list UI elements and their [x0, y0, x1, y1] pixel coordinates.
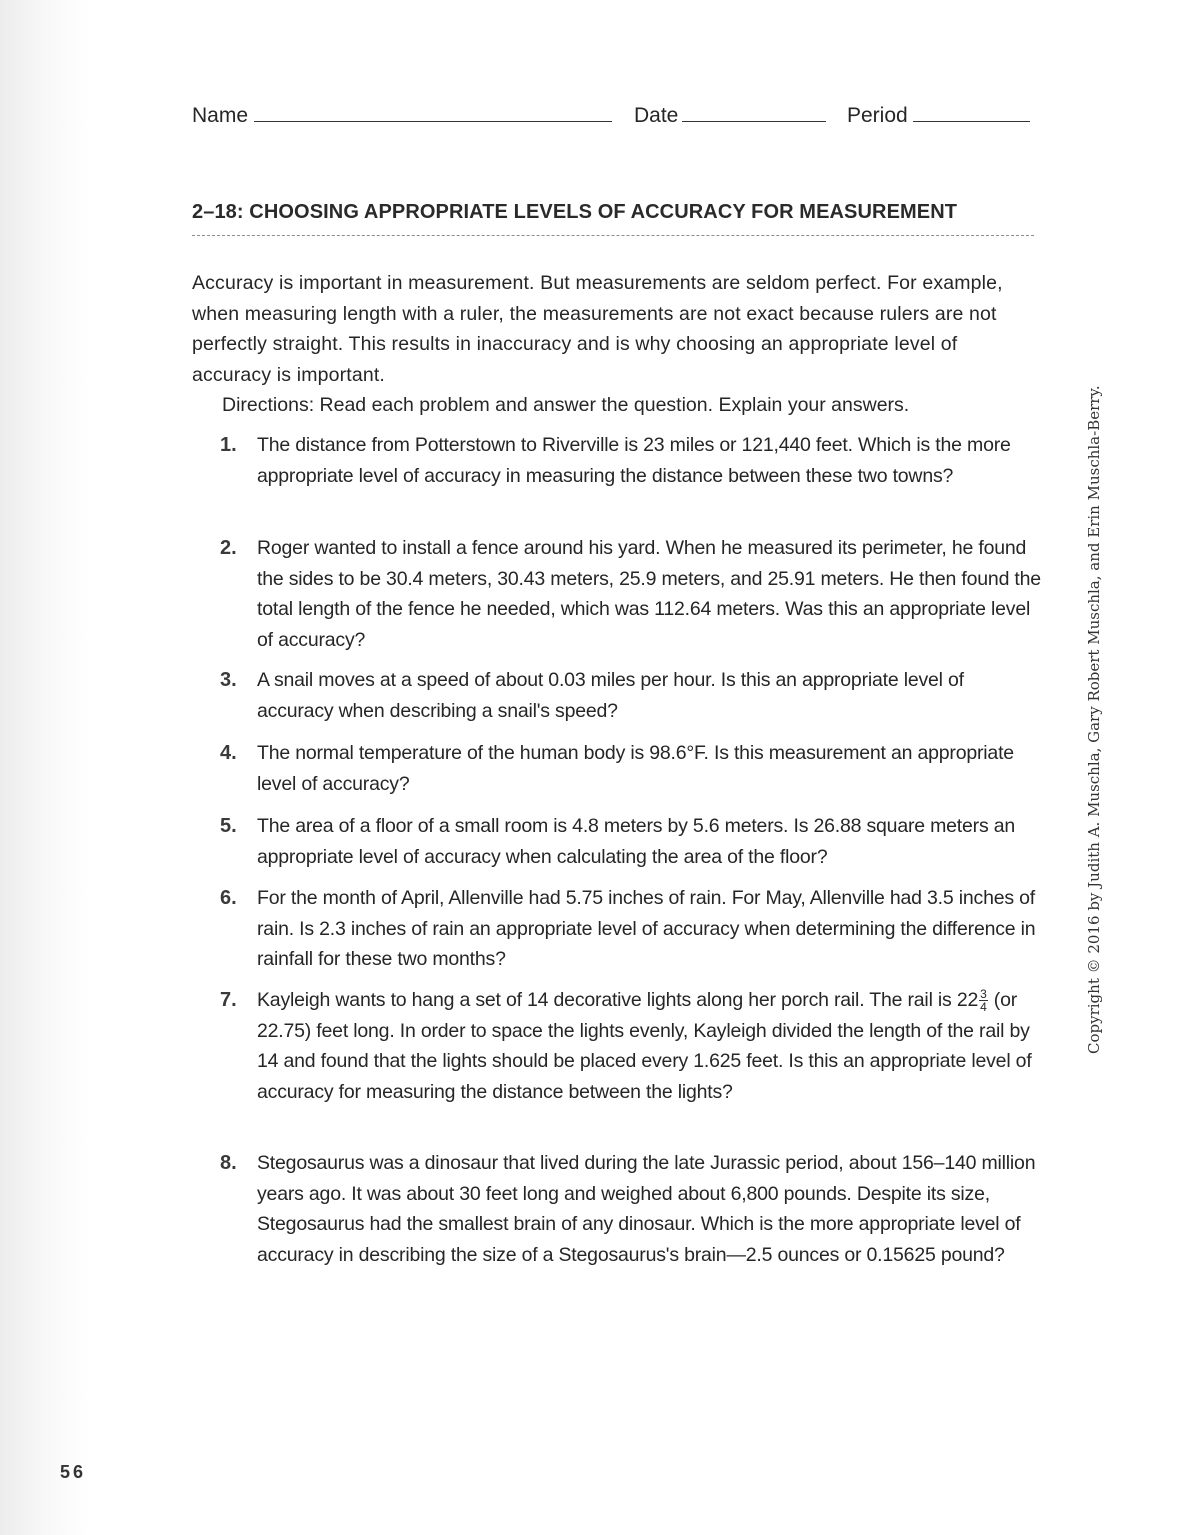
- page-number: 56: [60, 1462, 87, 1482]
- date-blank[interactable]: [682, 121, 826, 122]
- header-fields: [192, 104, 1032, 128]
- intro-paragraph: Accuracy is important in measurement. But measurements are seldom perfect. For example, when measuring length with a ruler, the measurements are not exact because rulers are not perfectly straight. This results in inaccuracy and is why choosing an appropriate level of accuracy is important.: [192, 272, 1003, 386]
- question-text: A snail moves at a speed of about 0.03 miles per hour. Is this an appropriate level of accuracy when describing a snail's speed?: [257, 669, 964, 722]
- question-text-after: (or 22.75) feet long. In order to space the lights evenly, Kayleigh divided the length of the rail by 14 and found that the lights should be placed every 1.625 feet. Is this an appropriate level of accuracy for measuring the distance between the lights?: [257, 989, 1032, 1103]
- period-blank[interactable]: [913, 121, 1030, 122]
- mixed-number-fraction: [979, 988, 987, 1013]
- fraction-denominator: 4: [980, 1000, 987, 1015]
- worksheet-title: 2–18: CHOOSING APPROPRIATE LEVELS OF ACCURACY FOR MEASUREMENT: [192, 201, 958, 223]
- question-number: 6.: [220, 887, 237, 909]
- question-text: For the month of April, Allenville had 5.75 inches of rain. For May, Allenville had 3.5 inches of rain. Is 2.3 inches of rain an appropriate level of accuracy when determining the difference in rainfall for these two months?: [257, 887, 1036, 970]
- question-text: Stegosaurus was a dinosaur that lived during the late Jurassic period, about 156–140 million years ago. It was about 30 feet long and weighed about 6,800 pounds. Despite its size, Stegosaurus had the smallest brain of any dinosaur. Which is the more appropriate level of accuracy in describing the size of a Stegosaurus's brain—2.5 ounces or 0.15625 pound?: [257, 1152, 1036, 1266]
- question-number: 8.: [220, 1152, 237, 1174]
- question-number: 3.: [220, 669, 237, 691]
- question-text: The normal temperature of the human body is 98.6°F. Is this measurement an appropriate level of accuracy?: [257, 742, 1014, 795]
- question-text: The distance from Potterstown to Riverville is 23 miles or 121,440 feet. Which is the more appropriate level of accuracy in measuring the distance between these two towns?: [257, 434, 1011, 487]
- question-number: 7.: [220, 989, 237, 1011]
- date-label: Date: [634, 104, 679, 127]
- period-field: [847, 104, 908, 128]
- fraction-numerator: 3: [980, 987, 987, 1002]
- name-field: [192, 104, 248, 128]
- question-number: 1.: [220, 434, 237, 456]
- period-label: Period: [847, 104, 908, 127]
- question-text: [257, 985, 1042, 1107]
- name-blank[interactable]: [254, 121, 612, 122]
- question-number: 4.: [220, 742, 237, 764]
- question-text: The area of a floor of a small room is 4.8 meters by 5.6 meters. Is 26.88 square meters an appropriate level of accuracy when calculating the area of the floor?: [257, 815, 1016, 868]
- question-text-before: Kayleigh wants to hang a set of 14 decorative lights along her porch rail. The rail is 22: [257, 989, 979, 1011]
- question-number: 2.: [220, 537, 237, 559]
- title-divider: [192, 235, 1034, 236]
- name-label: Name: [192, 104, 249, 127]
- date-field: [634, 104, 678, 128]
- question-number: 5.: [220, 815, 237, 837]
- question-text: Roger wanted to install a fence around his yard. When he measured its perimeter, he found the sides to be 30.4 meters, 30.43 meters, 25.9 meters, and 25.91 meters. He then found the total length of the fence he needed, which was 112.64 meters. Was this an appropriate level of accuracy?: [257, 537, 1041, 651]
- directions-text: Directions: Read each problem and answer the question. Explain your answers.: [222, 394, 910, 416]
- copyright-notice: Copyright © 2016 by Judith A. Muschla, Gary Robert Muschla, and Erin Muschla-Berry.: [1085, 385, 1103, 1054]
